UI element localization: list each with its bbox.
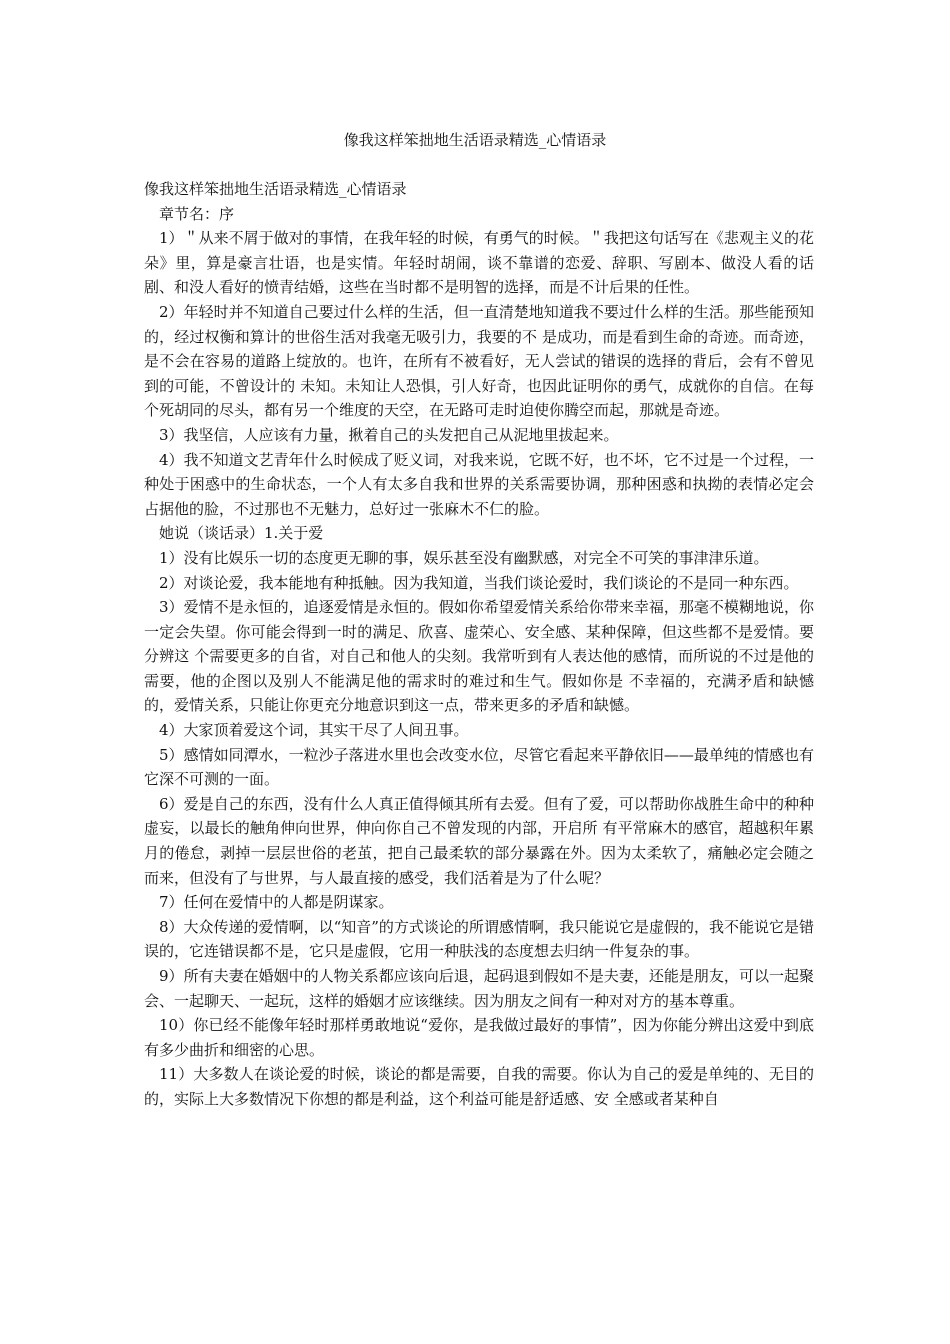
document-subtitle: 像我这样笨拙地生活语录精选_心情语录: [144, 180, 407, 198]
paragraph: 1）＂从来不屑于做对的事情，在我年轻的时候，有勇气的时候。＂我把这句话写在《悲观主义的花朵》里，算是豪言壮语，也是实情。年轻时胡闹，谈不靠谱的恋爱、辞职、写剧本、做没人看的话剧、和没人看好的愤青结婚，这些在当时都不是明智的选择，而是不计后果的任性。: [144, 229, 814, 297]
paragraph: 4）大家顶着爱这个词，其实干尽了人间丑事。: [159, 721, 469, 740]
page-title: 像我这样笨拙地生活语录精选_心情语录: [343, 131, 607, 149]
paragraph: 10）你已经不能像年轻时那样勇敢地说“爱你，是我做过最好的事情”，因为你能分辨出这爱中到底有多少曲折和细密的心思。: [144, 1016, 814, 1059]
paragraph: 6）爱是自己的东西，没有什么人真正值得倾其所有去爱。但有了爱，可以帮助你战胜生命中的种种虚妄，以最长的触角伸向世界，伸向你自己不曾发现的内部，开启所 有平常麻木的感官，超越积年累月的倦怠，剥掉一层层世俗的老茧，把自己最柔软的部分暴露在外。因为太柔软了，痛触必定会随之而来，但没有了与世界，与人最直接的感受，我们活着是为了什么呢？: [144, 794, 814, 887]
paragraph: 2）年轻时并不知道自己要过什么样的生活，但一直清楚地知道我不要过什么样的生活。那些能预知的，经过权衡和算计的世俗生活对我毫无吸引力，我要的不 是成功，而是看到生命的奇迹。而奇迹，是不会在容易的道路上绽放的。也许，在所有不被看好，无人尝试的错误的选择的背后，会有不曾见到的可能，不曾设计的 未知。未知让人恐惧，引人好奇，也因此证明你的勇气，成就你的自信。在每个死胡同的尽头，都有另一个维度的天空，在无路可走时迫使你腾空而起，那就是奇迹。: [144, 302, 814, 420]
chapter-name: 章节名：序: [159, 204, 235, 223]
paragraph: 3）我坚信，人应该有力量，揪着自己的头发把自己从泥地里拔起来。: [159, 425, 619, 444]
paragraph: 1）没有比娱乐一切的态度更无聊的事，娱乐甚至没有幽默感，对完全不可笑的事津津乐道。: [159, 548, 769, 567]
paragraph: 3）爱情不是永恒的，追逐爱情是永恒的。假如你希望爱情关系给你带来幸福，那毫不模糊地说，你一定会失望。你可能会得到一时的满足、欣喜、虚荣心、安全感、某种保障，但这些都不是爱情。要分辨这 个需要更多的自省，对自己和他人的尖刻。我常听到有人表达他的感情，而所说的不过是他的需要，他的企图以及别人不能满足他的需求时的难过和生气。假如你是 不幸福的，充满矛盾和缺憾的，爱情关系，只能让你更充分地意识到这一点，带来更多的矛盾和缺憾。: [144, 598, 814, 715]
paragraph: 5）感情如同潭水，一粒沙子落进水里也会改变水位，尽管它看起来平静依旧——最单纯的情感也有它深不可测的一面。: [144, 745, 814, 789]
paragraph: 8）大众传递的爱情啊，以“知音”的方式谈论的所谓感情啊，我只能说它是虚假的，我不能说它是错误的，它连错误都不是，它只是虚假，它用一种肤浅的态度想去归纳一件复杂的事。: [144, 917, 814, 961]
paragraph: 4）我不知道文艺青年什么时候成了贬义词，对我来说，它既不好，也不坏，它不过是一个过程，一种处于困惑中的生命状态，一个人有太多自我和世界的关系需要协调，那种困惑和执拗的表情必定会占据他的脸，不过那也不无魅力，总好过一张麻木不仁的脸。: [144, 450, 814, 518]
paragraph: 9）所有夫妻在婚姻中的人物关系都应该向后退，起码退到假如不是夫妻，还能是朋友，可以一起聚会、一起聊天、一起玩，这样的婚姻才应该继续。因为朋友之间有一种对对方的基本尊重。: [144, 967, 814, 1010]
paragraph: 2）对谈论爱，我本能地有种抵触。因为我知道，当我们谈论爱时，我们谈论的不是同一种东西。: [159, 573, 799, 592]
section-heading: 她说（谈话录）1.关于爱: [159, 524, 324, 543]
paragraph: 11）大多数人在谈论爱的时候，谈论的都是需要，自我的需要。你认为自己的爱是单纯的、无目的的，实际上大多数情况下你想的都是利益，这个利益可能是舒适感、安 全感或者某种自: [144, 1065, 814, 1108]
document-body: [144, 177, 814, 1112]
paragraph: 7）任何在爱情中的人都是阴谋家。: [159, 893, 394, 912]
